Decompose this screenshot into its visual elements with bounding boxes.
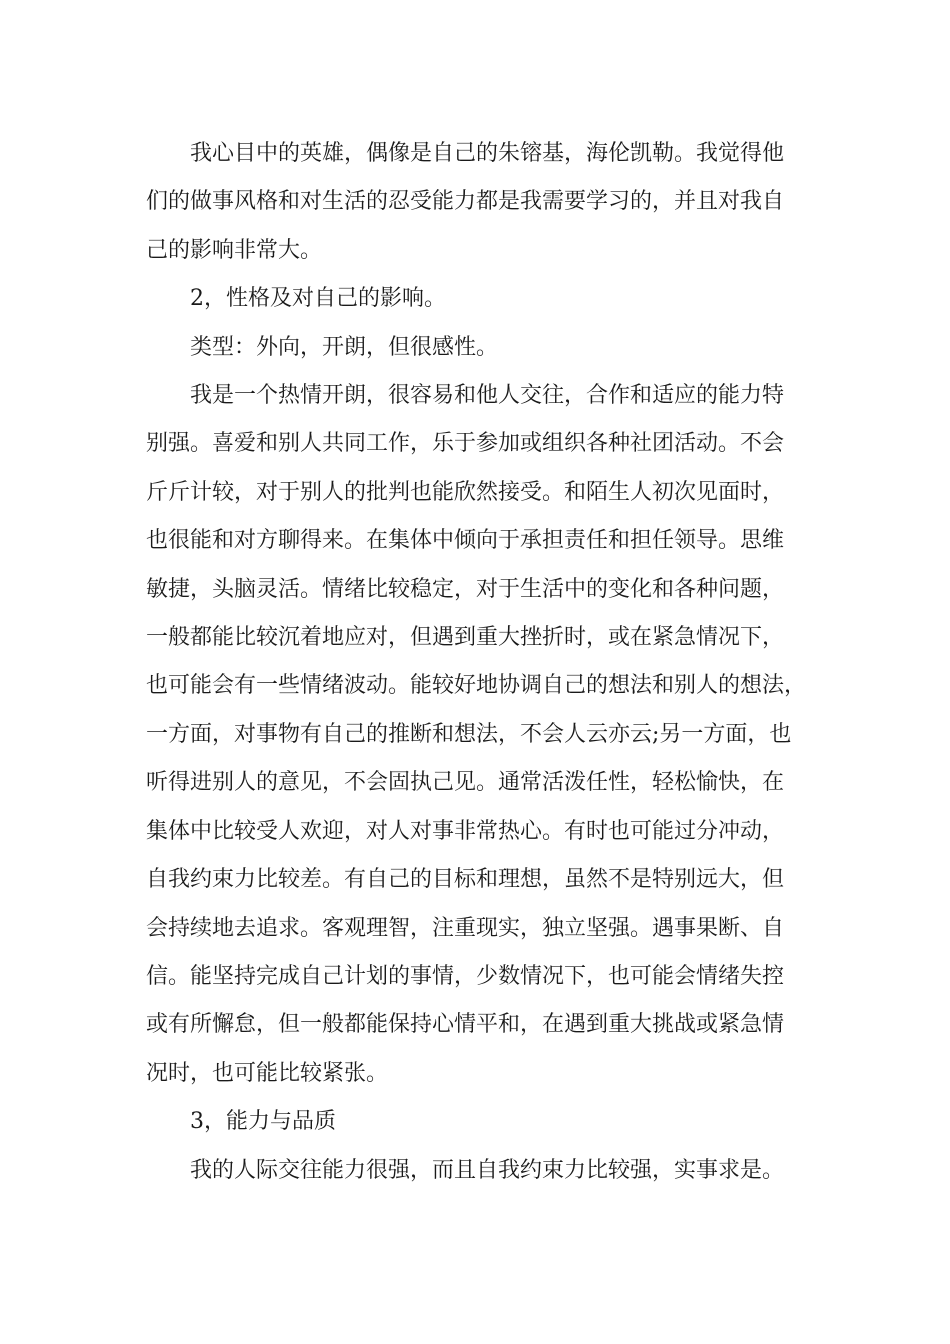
text-line: 斤斤计较，对于别人的批判也能欣然接受。和陌生人初次见面时，: [146, 479, 785, 505]
text-line: 2，性格及对自己的影响。: [190, 286, 446, 312]
text-line: 听得进别人的意见，不会固执己见。通常活泼任性，轻松愉快，在: [146, 770, 785, 796]
text-line: 会持续地去追求。客观理智，注重现实，独立坚强。遇事果断、自: [146, 915, 785, 941]
heading-personality: [146, 275, 836, 323]
text-line: 一方面，对事物有自己的推断和想法，不会人云亦云;另一方面，也: [146, 721, 792, 747]
text-line: 信。能坚持完成自己计划的事情，少数情况下，也可能会情绪失控: [146, 963, 785, 989]
text-line: 集体中比较受人欢迎，对人对事非常热心。有时也可能过分冲动，: [146, 818, 785, 844]
text-line: 我的人际交往能力很强，而且自我约束力比较强，实事求是。: [190, 1157, 785, 1183]
text-line: 也很能和对方聊得来。在集体中倾向于承担责任和担任领导。思维: [146, 528, 785, 554]
text-line: 3，能力与品质: [190, 1109, 336, 1135]
text-line: 我心目中的英雄，偶像是自己的朱镕基，海伦凯勒。我觉得他: [190, 141, 785, 166]
text-line: 也可能会有一些情绪波动。能较好地协调自己的想法和别人的想法，: [146, 673, 807, 699]
text-line: 况时，也可能比较紧张。: [146, 1060, 389, 1086]
text-line: 别强。喜爱和别人共同工作，乐于参加或组织各种社团活动。不会: [146, 431, 785, 457]
paragraph-heroes: [146, 130, 836, 275]
paragraph-ability: [146, 1147, 836, 1195]
text-line: 敏捷，头脑灵活。情绪比较稳定，对于生活中的变化和各种问题，: [146, 576, 785, 602]
paragraph-personality-description: [146, 372, 836, 1098]
text-line: 我是一个热情开朗，很容易和他人交往，合作和适应的能力特: [190, 383, 785, 409]
text-line: 类型：外向，开朗，但很感性。: [190, 334, 499, 360]
text-line: 或有所懈怠，但一般都能保持心情平和，在遇到重大挑战或紧急情: [146, 1012, 785, 1038]
text-line: 们的做事风格和对生活的忍受能力都是我需要学习的，并且对我自: [146, 189, 785, 215]
text-line: 自我约束力比较差。有自己的目标和理想，虽然不是特别远大，但: [146, 867, 785, 893]
text-line: 己的影响非常大。: [146, 237, 323, 263]
text-line: 一般都能比较沉着地应对，但遇到重大挫折时，或在紧急情况下，: [146, 625, 785, 651]
paragraph-personality-type: [146, 324, 836, 372]
heading-ability-quality: [146, 1098, 836, 1146]
document-body: [146, 130, 836, 1195]
